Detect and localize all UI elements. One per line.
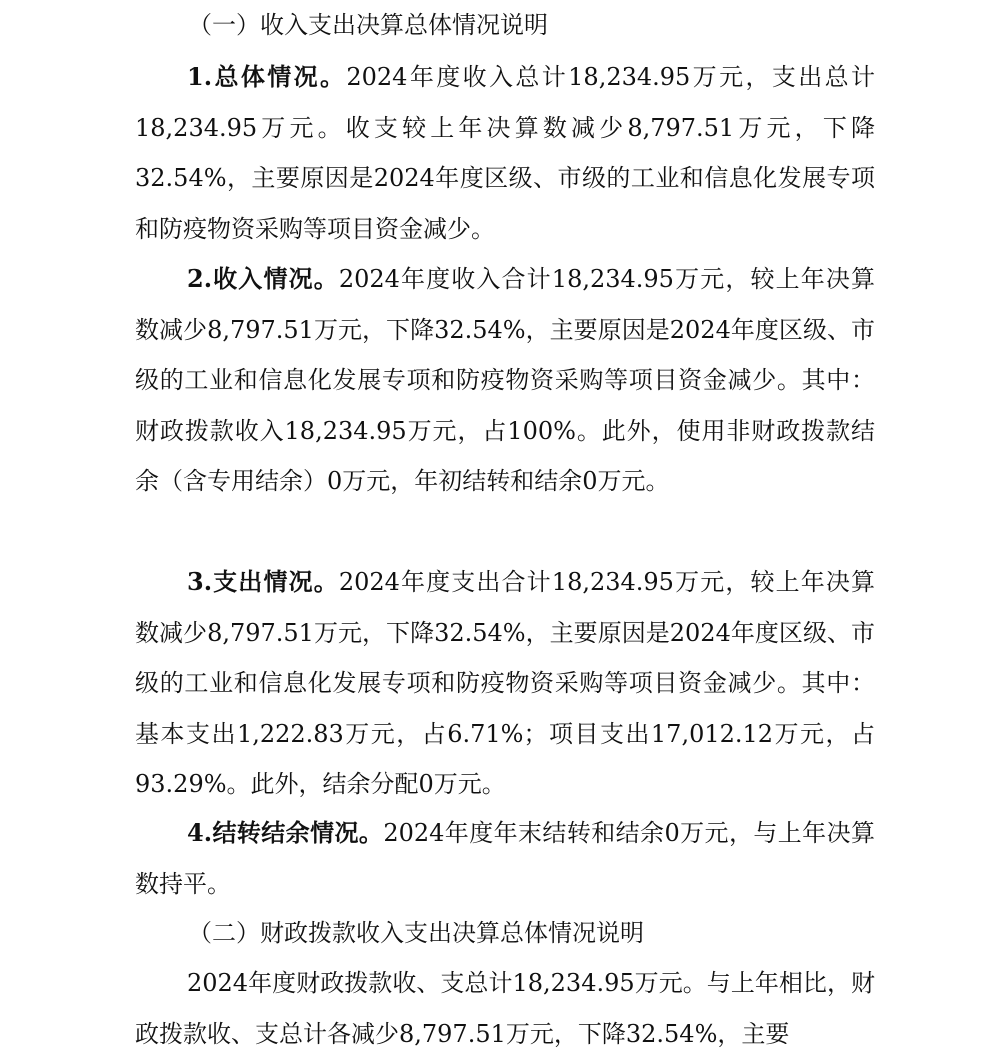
overall-lead: 1.总体情况。 xyxy=(187,62,347,91)
income-paragraph xyxy=(135,254,875,507)
section-2-heading: （二）财政拨款收入支出决算总体情况说明 xyxy=(188,919,644,947)
section-1-heading: （一）收入支出决算总体情况说明 xyxy=(188,11,548,39)
fiscal-allocation-paragraph: 2024年度财政拨款收、支总计18,234.95万元。与上年相比，财政拨款收、支总计各减少8,797.51万元，下降32.54%，主要 xyxy=(135,969,875,1048)
expenditure-lead: 3.支出情况。 xyxy=(187,567,339,596)
carryover-lead: 4.结转结余情况。 xyxy=(187,818,384,847)
expenditure-body: 2024年度支出合计18,234.95万元，较上年决算数减少8,797.51万元，下降32.54%，主要原因是2024年度区级、市级的工业和信息化发展专项和防疫物资采购等项目资金减少。其中：基本支出1,222.83万元，占6.71%；项目支出17,012.12万元，占93.29%。此外，结余分配0万元。 xyxy=(135,568,875,798)
carryover-paragraph xyxy=(135,808,875,909)
carryover-body: 2024年度年末结转和结余0万元，与上年决算数持平。 xyxy=(135,819,875,898)
overall-body: 2024年度收入总计18,234.95万元，支出总计18,234.95万元。收支较上年决算数减少8,797.51万元，下降32.54%，主要原因是2024年度区级、市级的工业和信息化发展专项和防疫物资采购等项目资金减少。 xyxy=(135,63,875,243)
income-lead: 2.收入情况。 xyxy=(187,264,339,293)
overall-paragraph xyxy=(135,52,875,254)
expenditure-paragraph xyxy=(135,557,875,810)
income-body: 2024年度收入合计18,234.95万元，较上年决算数减少8,797.51万元，下降32.54%，主要原因是2024年度区级、市级的工业和信息化发展专项和防疫物资采购等项目资金减少。其中：财政拨款收入18,234.95万元，占100%。此外，使用非财政拨款结余（含专用结余）0万元，年初结转和结余0万元。 xyxy=(135,265,875,495)
